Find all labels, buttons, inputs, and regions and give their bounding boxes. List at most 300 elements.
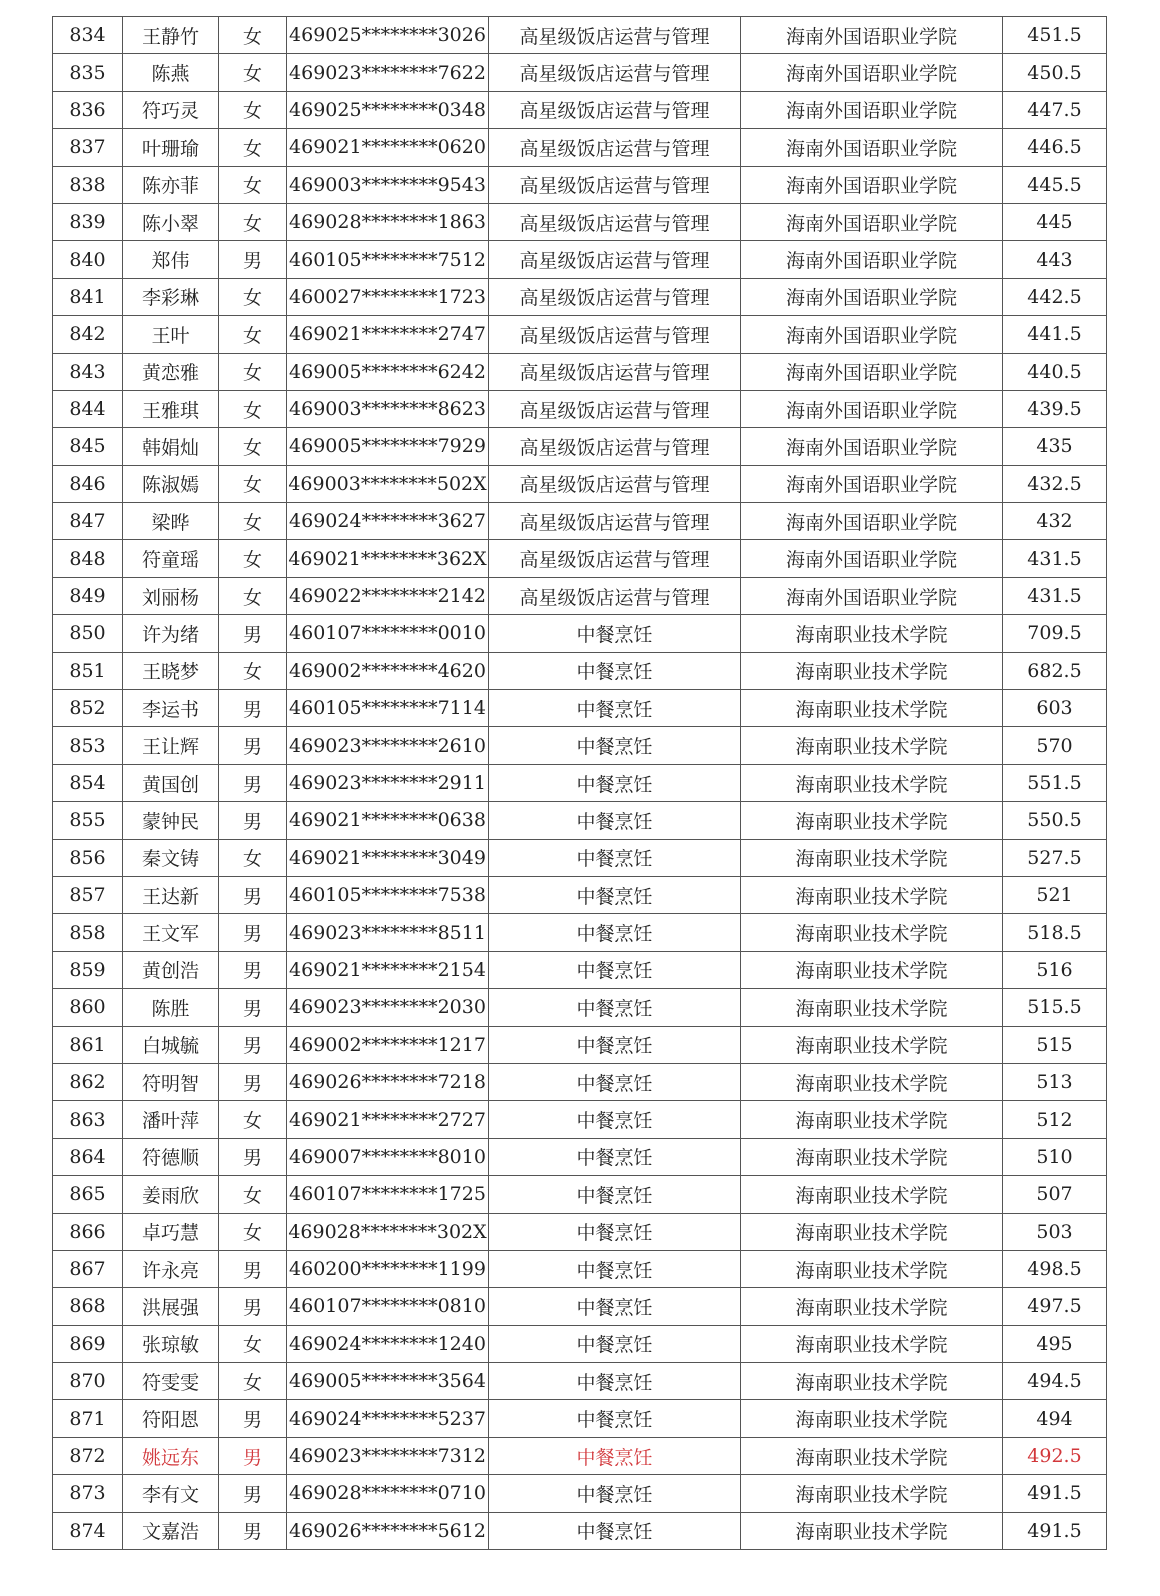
table-row [53,989,1107,1026]
id-number-cell: 469023********8511 [287,914,489,951]
school-cell: 海南职业技术学院 [741,1475,1003,1512]
name-cell: 潘叶萍 [123,1101,219,1138]
score-cell: 451.5 [1003,17,1107,54]
name-cell: 李彩琳 [123,278,219,315]
score-cell: 443 [1003,241,1107,278]
table-row [53,540,1107,577]
table-row [53,876,1107,913]
gender-cell: 女 [219,316,287,353]
major-cell: 中餐烹饪 [489,690,741,727]
id-number-cell: 469024********3627 [287,503,489,540]
name-cell: 郑伟 [123,241,219,278]
major-cell: 中餐烹饪 [489,839,741,876]
id-number-cell: 469003********9543 [287,166,489,203]
id-number-cell: 469022********2142 [287,577,489,614]
gender-cell: 男 [219,1475,287,1512]
name-cell: 姚远东 [123,1437,219,1474]
id-number-cell: 469025********0348 [287,91,489,128]
major-cell: 中餐烹饪 [489,1437,741,1474]
id-number-cell: 469021********362X [287,540,489,577]
gender-cell: 男 [219,1512,287,1549]
table-row [53,1400,1107,1437]
table-row [53,1475,1107,1512]
name-cell: 符雯雯 [123,1363,219,1400]
gender-cell: 女 [219,540,287,577]
row-number-cell: 837 [53,129,123,166]
school-cell: 海南职业技术学院 [741,1213,1003,1250]
row-number-cell: 840 [53,241,123,278]
row-number-cell: 871 [53,1400,123,1437]
school-cell: 海南外国语职业学院 [741,129,1003,166]
name-cell: 张琼敏 [123,1325,219,1362]
id-number-cell: 469021********0638 [287,802,489,839]
table-row [53,353,1107,390]
id-number-cell: 469026********5612 [287,1512,489,1549]
table-row [53,1101,1107,1138]
major-cell: 中餐烹饪 [489,727,741,764]
row-number-cell: 850 [53,615,123,652]
name-cell: 陈淑嫣 [123,465,219,502]
score-cell: 497.5 [1003,1288,1107,1325]
major-cell: 中餐烹饪 [489,1063,741,1100]
row-number-cell: 853 [53,727,123,764]
major-cell: 中餐烹饪 [489,1026,741,1063]
gender-cell: 女 [219,465,287,502]
school-cell: 海南职业技术学院 [741,1063,1003,1100]
school-cell: 海南职业技术学院 [741,802,1003,839]
score-cell: 507 [1003,1176,1107,1213]
row-number-cell: 839 [53,203,123,240]
major-cell: 中餐烹饪 [489,1475,741,1512]
score-cell: 431.5 [1003,577,1107,614]
score-cell: 510 [1003,1138,1107,1175]
name-cell: 许为绪 [123,615,219,652]
table-row [53,1176,1107,1213]
table-row [53,1138,1107,1175]
major-cell: 高星级饭店运营与管理 [489,129,741,166]
major-cell: 高星级饭店运营与管理 [489,353,741,390]
name-cell: 梁晔 [123,503,219,540]
row-number-cell: 842 [53,316,123,353]
row-number-cell: 866 [53,1213,123,1250]
id-number-cell: 469023********2030 [287,989,489,1026]
major-cell: 高星级饭店运营与管理 [489,316,741,353]
admission-list-sheet [52,16,1107,1550]
table-row [53,615,1107,652]
major-cell: 中餐烹饪 [489,652,741,689]
id-number-cell: 469023********7312 [287,1437,489,1474]
major-cell: 高星级饭店运营与管理 [489,465,741,502]
score-cell: 440.5 [1003,353,1107,390]
score-cell: 431.5 [1003,540,1107,577]
id-number-cell: 460105********7114 [287,690,489,727]
row-number-cell: 859 [53,951,123,988]
school-cell: 海南外国语职业学院 [741,503,1003,540]
gender-cell: 女 [219,390,287,427]
gender-cell: 男 [219,764,287,801]
score-cell: 439.5 [1003,390,1107,427]
score-cell: 447.5 [1003,91,1107,128]
school-cell: 海南外国语职业学院 [741,577,1003,614]
id-number-cell: 469021********3049 [287,839,489,876]
score-cell: 491.5 [1003,1512,1107,1549]
score-cell: 432.5 [1003,465,1107,502]
gender-cell: 男 [219,876,287,913]
table-row [53,54,1107,91]
score-cell: 441.5 [1003,316,1107,353]
name-cell: 刘丽杨 [123,577,219,614]
school-cell: 海南职业技术学院 [741,1138,1003,1175]
row-number-cell: 847 [53,503,123,540]
score-cell: 513 [1003,1063,1107,1100]
name-cell: 黄恋雅 [123,353,219,390]
major-cell: 中餐烹饪 [489,951,741,988]
name-cell: 王静竹 [123,17,219,54]
table-row [53,316,1107,353]
score-cell: 570 [1003,727,1107,764]
gender-cell: 男 [219,989,287,1026]
school-cell: 海南外国语职业学院 [741,540,1003,577]
table-row [53,166,1107,203]
score-cell: 491.5 [1003,1475,1107,1512]
school-cell: 海南外国语职业学院 [741,54,1003,91]
score-cell: 494.5 [1003,1363,1107,1400]
table-row [53,802,1107,839]
name-cell: 王雅琪 [123,390,219,427]
table-row [53,1063,1107,1100]
name-cell: 蒙钟民 [123,802,219,839]
school-cell: 海南职业技术学院 [741,914,1003,951]
row-number-cell: 852 [53,690,123,727]
gender-cell: 女 [219,503,287,540]
row-number-cell: 845 [53,428,123,465]
school-cell: 海南职业技术学院 [741,727,1003,764]
id-number-cell: 469023********2610 [287,727,489,764]
table-row [53,91,1107,128]
name-cell: 王文军 [123,914,219,951]
row-number-cell: 849 [53,577,123,614]
school-cell: 海南职业技术学院 [741,690,1003,727]
id-number-cell: 469028********1863 [287,203,489,240]
major-cell: 高星级饭店运营与管理 [489,91,741,128]
table-row [53,1512,1107,1549]
major-cell: 高星级饭店运营与管理 [489,390,741,427]
admission-table [52,16,1107,1550]
row-number-cell: 862 [53,1063,123,1100]
score-cell: 518.5 [1003,914,1107,951]
major-cell: 高星级饭店运营与管理 [489,503,741,540]
gender-cell: 女 [219,1325,287,1362]
table-row [53,652,1107,689]
gender-cell: 女 [219,203,287,240]
table-row [53,690,1107,727]
school-cell: 海南外国语职业学院 [741,241,1003,278]
school-cell: 海南职业技术学院 [741,1400,1003,1437]
name-cell: 黄创浩 [123,951,219,988]
id-number-cell: 469007********8010 [287,1138,489,1175]
major-cell: 中餐烹饪 [489,1138,741,1175]
table-row [53,914,1107,951]
name-cell: 秦文铸 [123,839,219,876]
major-cell: 中餐烹饪 [489,1325,741,1362]
school-cell: 海南外国语职业学院 [741,390,1003,427]
major-cell: 高星级饭店运营与管理 [489,278,741,315]
gender-cell: 男 [219,1063,287,1100]
school-cell: 海南职业技术学院 [741,1250,1003,1287]
score-cell: 512 [1003,1101,1107,1138]
id-number-cell: 460107********1725 [287,1176,489,1213]
major-cell: 高星级饭店运营与管理 [489,540,741,577]
gender-cell: 男 [219,615,287,652]
gender-cell: 男 [219,1437,287,1474]
score-cell: 498.5 [1003,1250,1107,1287]
name-cell: 符明智 [123,1063,219,1100]
name-cell: 符德顺 [123,1138,219,1175]
major-cell: 高星级饭店运营与管理 [489,428,741,465]
major-cell: 中餐烹饪 [489,764,741,801]
id-number-cell: 469021********2154 [287,951,489,988]
name-cell: 许永亮 [123,1250,219,1287]
school-cell: 海南外国语职业学院 [741,91,1003,128]
gender-cell: 男 [219,914,287,951]
row-number-cell: 864 [53,1138,123,1175]
score-cell: 603 [1003,690,1107,727]
gender-cell: 男 [219,802,287,839]
id-number-cell: 469023********7622 [287,54,489,91]
school-cell: 海南外国语职业学院 [741,278,1003,315]
major-cell: 中餐烹饪 [489,1101,741,1138]
table-row [53,465,1107,502]
table-row [53,764,1107,801]
row-number-cell: 844 [53,390,123,427]
gender-cell: 女 [219,1101,287,1138]
school-cell: 海南外国语职业学院 [741,465,1003,502]
score-cell: 435 [1003,428,1107,465]
gender-cell: 女 [219,652,287,689]
name-cell: 符阳恩 [123,1400,219,1437]
table-body [53,17,1107,1550]
table-row [53,1213,1107,1250]
table-row [53,1325,1107,1362]
major-cell: 中餐烹饪 [489,1250,741,1287]
gender-cell: 女 [219,353,287,390]
row-number-cell: 865 [53,1176,123,1213]
row-number-cell: 858 [53,914,123,951]
table-row [53,577,1107,614]
major-cell: 中餐烹饪 [489,1288,741,1325]
id-number-cell: 469024********5237 [287,1400,489,1437]
name-cell: 叶珊瑜 [123,129,219,166]
table-row [53,839,1107,876]
major-cell: 中餐烹饪 [489,1363,741,1400]
major-cell: 中餐烹饪 [489,802,741,839]
table-row [53,241,1107,278]
id-number-cell: 469005********7929 [287,428,489,465]
gender-cell: 男 [219,951,287,988]
school-cell: 海南外国语职业学院 [741,316,1003,353]
id-number-cell: 460107********0010 [287,615,489,652]
id-number-cell: 460107********0810 [287,1288,489,1325]
table-row [53,428,1107,465]
table-row [53,390,1107,427]
row-number-cell: 870 [53,1363,123,1400]
gender-cell: 男 [219,1288,287,1325]
school-cell: 海南职业技术学院 [741,839,1003,876]
name-cell: 陈燕 [123,54,219,91]
school-cell: 海南职业技术学院 [741,1176,1003,1213]
gender-cell: 女 [219,17,287,54]
id-number-cell: 469003********8623 [287,390,489,427]
name-cell: 李有文 [123,1475,219,1512]
major-cell: 中餐烹饪 [489,1176,741,1213]
table-row [53,727,1107,764]
school-cell: 海南职业技术学院 [741,1288,1003,1325]
gender-cell: 男 [219,1138,287,1175]
id-number-cell: 469026********7218 [287,1063,489,1100]
major-cell: 中餐烹饪 [489,914,741,951]
row-number-cell: 860 [53,989,123,1026]
id-number-cell: 460105********7538 [287,876,489,913]
name-cell: 王晓梦 [123,652,219,689]
id-number-cell: 469005********3564 [287,1363,489,1400]
score-cell: 527.5 [1003,839,1107,876]
table-row [53,1250,1107,1287]
score-cell: 445.5 [1003,166,1107,203]
id-number-cell: 469021********0620 [287,129,489,166]
gender-cell: 女 [219,839,287,876]
school-cell: 海南职业技术学院 [741,615,1003,652]
school-cell: 海南职业技术学院 [741,1363,1003,1400]
row-number-cell: 872 [53,1437,123,1474]
school-cell: 海南外国语职业学院 [741,353,1003,390]
table-row [53,17,1107,54]
school-cell: 海南职业技术学院 [741,989,1003,1026]
row-number-cell: 861 [53,1026,123,1063]
school-cell: 海南外国语职业学院 [741,166,1003,203]
score-cell: 432 [1003,503,1107,540]
table-row [53,1026,1107,1063]
gender-cell: 男 [219,1250,287,1287]
row-number-cell: 838 [53,166,123,203]
row-number-cell: 863 [53,1101,123,1138]
major-cell: 中餐烹饪 [489,876,741,913]
row-number-cell: 854 [53,764,123,801]
id-number-cell: 460027********1723 [287,278,489,315]
name-cell: 文嘉浩 [123,1512,219,1549]
name-cell: 李运书 [123,690,219,727]
score-cell: 521 [1003,876,1107,913]
name-cell: 黄国创 [123,764,219,801]
school-cell: 海南职业技术学院 [741,1437,1003,1474]
id-number-cell: 469021********2727 [287,1101,489,1138]
school-cell: 海南外国语职业学院 [741,428,1003,465]
score-cell: 682.5 [1003,652,1107,689]
major-cell: 高星级饭店运营与管理 [489,241,741,278]
gender-cell: 女 [219,129,287,166]
score-cell: 492.5 [1003,1437,1107,1474]
id-number-cell: 469024********1240 [287,1325,489,1362]
school-cell: 海南职业技术学院 [741,1325,1003,1362]
school-cell: 海南职业技术学院 [741,1026,1003,1063]
name-cell: 王让辉 [123,727,219,764]
gender-cell: 女 [219,1363,287,1400]
table-row [53,503,1107,540]
major-cell: 高星级饭店运营与管理 [489,17,741,54]
row-number-cell: 835 [53,54,123,91]
major-cell: 中餐烹饪 [489,1400,741,1437]
gender-cell: 女 [219,91,287,128]
row-number-cell: 851 [53,652,123,689]
score-cell: 551.5 [1003,764,1107,801]
score-cell: 503 [1003,1213,1107,1250]
score-cell: 550.5 [1003,802,1107,839]
school-cell: 海南职业技术学院 [741,1101,1003,1138]
gender-cell: 女 [219,577,287,614]
row-number-cell: 874 [53,1512,123,1549]
name-cell: 白城毓 [123,1026,219,1063]
gender-cell: 女 [219,278,287,315]
school-cell: 海南职业技术学院 [741,951,1003,988]
score-cell: 494 [1003,1400,1107,1437]
name-cell: 陈亦菲 [123,166,219,203]
gender-cell: 女 [219,54,287,91]
school-cell: 海南职业技术学院 [741,764,1003,801]
gender-cell: 男 [219,1026,287,1063]
major-cell: 高星级饭店运营与管理 [489,166,741,203]
major-cell: 中餐烹饪 [489,989,741,1026]
id-number-cell: 469021********2747 [287,316,489,353]
id-number-cell: 469003********502X [287,465,489,502]
row-number-cell: 868 [53,1288,123,1325]
gender-cell: 女 [219,1176,287,1213]
id-number-cell: 469028********0710 [287,1475,489,1512]
id-number-cell: 469023********2911 [287,764,489,801]
gender-cell: 女 [219,166,287,203]
id-number-cell: 469025********3026 [287,17,489,54]
id-number-cell: 469002********4620 [287,652,489,689]
row-number-cell: 869 [53,1325,123,1362]
major-cell: 高星级饭店运营与管理 [489,203,741,240]
school-cell: 海南职业技术学院 [741,1512,1003,1549]
score-cell: 495 [1003,1325,1107,1362]
name-cell: 王叶 [123,316,219,353]
major-cell: 高星级饭店运营与管理 [489,54,741,91]
id-number-cell: 460105********7512 [287,241,489,278]
gender-cell: 男 [219,690,287,727]
major-cell: 中餐烹饪 [489,615,741,652]
name-cell: 洪展强 [123,1288,219,1325]
name-cell: 符童瑶 [123,540,219,577]
row-number-cell: 841 [53,278,123,315]
gender-cell: 女 [219,428,287,465]
table-row [53,129,1107,166]
name-cell: 符巧灵 [123,91,219,128]
id-number-cell: 469028********302X [287,1213,489,1250]
score-cell: 442.5 [1003,278,1107,315]
row-number-cell: 867 [53,1250,123,1287]
row-number-cell: 855 [53,802,123,839]
row-number-cell: 873 [53,1475,123,1512]
table-row [53,1437,1107,1474]
score-cell: 516 [1003,951,1107,988]
score-cell: 515 [1003,1026,1107,1063]
name-cell: 卓巧慧 [123,1213,219,1250]
id-number-cell: 469002********1217 [287,1026,489,1063]
id-number-cell: 460200********1199 [287,1250,489,1287]
major-cell: 中餐烹饪 [489,1213,741,1250]
score-cell: 450.5 [1003,54,1107,91]
name-cell: 王达新 [123,876,219,913]
